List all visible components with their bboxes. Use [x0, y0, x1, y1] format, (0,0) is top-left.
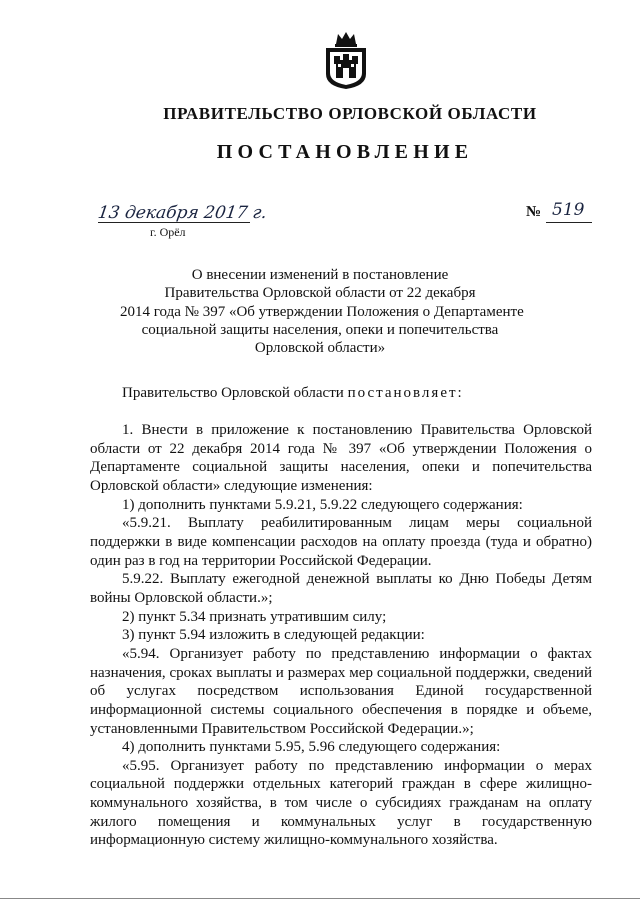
resolution-phrase [122, 385, 464, 402]
date-underline [98, 222, 250, 223]
resolution-lead: Правительство Орловской области [122, 385, 348, 401]
paragraph: 1) дополнить пунктами 5.9.21, 5.9.22 следующего содержания: [122, 496, 523, 513]
paragraph: «5.9.21. Выплату реабилитированным лицам меры социальной поддержки в виде компенсации расходов на оплату проезда (туда и обратно) один раз в год на территории Российской Федерации. [90, 515, 592, 569]
page-bottom-rule [0, 898, 640, 899]
paragraph: 1. Внести в приложение к постановлению Правительства Орловской области от 22 декабря 2014 года № 397 «Об утверждении Положения о Департаменте социальной защиты населения, опеки и попечительства Орловской области» следующие изменения: [90, 422, 592, 494]
title-line: Орловской области» [254, 340, 386, 357]
document-body [90, 421, 592, 850]
title-line: Правительства Орловской области от 22 декабря [164, 285, 476, 302]
coat-of-arms-icon [322, 30, 370, 90]
number-label: № [526, 204, 542, 220]
document-city: г. Орёл [150, 225, 186, 239]
paragraph: «5.95. Организует работу по представлению информации о мерах социальной поддержки отдельных категорий граждан в сфере жилищно-коммунального хозяйства, в том числе о субсидиях гражданам на оплату жилого помещения и коммунальных услуг в государственную информационную систему жилищно-коммунального хозяйства. [90, 757, 592, 849]
title-line: 2014 года № 397 «Об утверждении Положения о Департаменте [120, 303, 524, 320]
document-type: ПОСТАНОВЛЕНИЕ [216, 141, 474, 163]
number-underline [546, 222, 592, 223]
paragraph: 3) пункт 5.94 изложить в следующей редакции: [122, 627, 425, 644]
document-date: 13 декабря 2017 г. [96, 203, 269, 223]
document-title [120, 266, 524, 357]
title-line: социальной защиты населения, опеки и попечительства [141, 321, 499, 338]
resolution-verb: постановляет: [347, 385, 464, 401]
title-line: О внесении изменений в постановление [191, 267, 449, 283]
paragraph: 4) дополнить пунктами 5.95, 5.96 следующего содержания: [122, 739, 501, 756]
organization-name: ПРАВИТЕЛЬСТВО ОРЛОВСКОЙ ОБЛАСТИ [163, 104, 537, 123]
paragraph: 2) пункт 5.34 признать утратившим силу; [122, 608, 387, 625]
document-number: 519 [552, 200, 585, 220]
paragraph: «5.94. Организует работу по представлению информации о фактах назначения, сроках выплаты и размерах мер социальной поддержки, сведений об услугах посредством использования Единой государственной информационной системы социального обеспечения в порядке и объеме, установленными Правительством Российской Федерации.»; [90, 645, 592, 737]
paragraph: 5.9.22. Выплату ежегодной денежной выплаты ко Дню Победы Детям войны Орловской области.»; [90, 571, 592, 606]
